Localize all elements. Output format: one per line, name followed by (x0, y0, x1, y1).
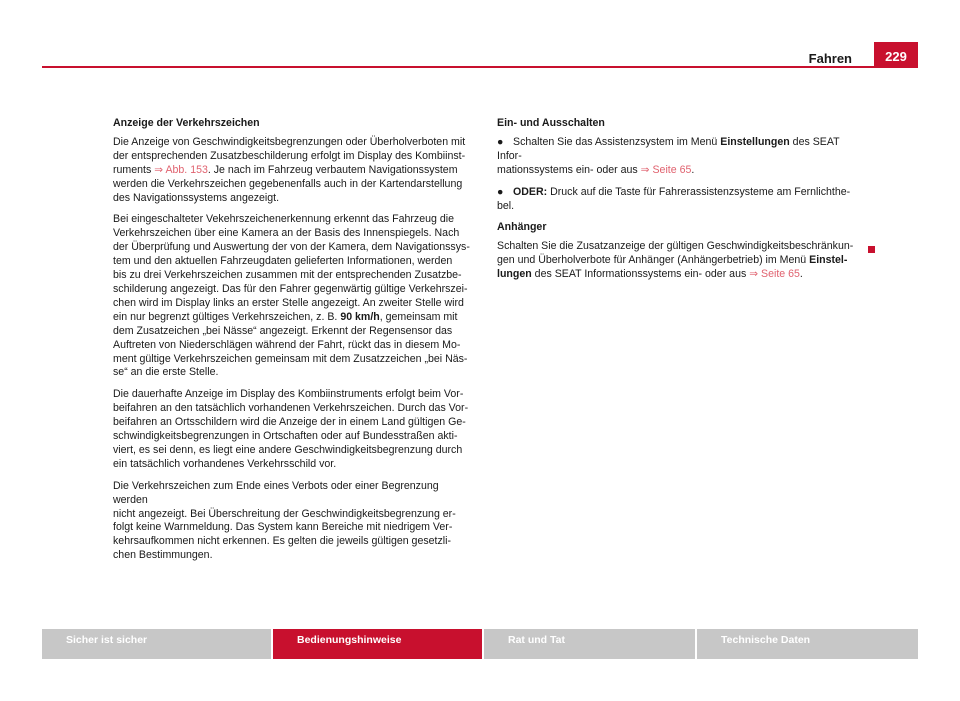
right-column (497, 117, 867, 290)
section-end-marker (868, 246, 875, 253)
text-line: des SEAT Infor- (497, 135, 840, 162)
text-line: ein nur begrenzt gültiges Verkehrszeichen, z. B. (113, 310, 341, 323)
page-reference-link[interactable]: ⇒ Seite 65 (749, 268, 800, 281)
figure-reference-link[interactable]: ⇒ Abb. 153 (154, 163, 208, 176)
text-line: ruments (113, 163, 155, 176)
text-line: werden die Verkehrszeichen gegebenenfalls auch in der Kartendarstellung (113, 177, 463, 190)
menu-name: Einstel- (809, 254, 848, 267)
text-line: kehrsaufkommen nicht erkennen. Es gelten die jeweils gültigen gesetzli- (113, 535, 452, 548)
emphasis-text: ODER: (513, 185, 548, 198)
bullet-item-1 (497, 136, 867, 178)
header-divider (42, 66, 918, 68)
text-line: Schalten Sie das Assistenzsystem im Menü (513, 135, 721, 148)
section-heading: Anzeige der Verkehrszeichen (113, 117, 260, 129)
paragraph-5 (497, 240, 867, 282)
text-line: schwindigkeitsbegrenzungen in Ortschaften oder auf Bundesstraßen akti- (113, 430, 458, 443)
page-number-badge: 229 (874, 42, 918, 67)
text-line: , gemeinsam mit (379, 310, 458, 323)
text-line: der entsprechenden Zusatzbeschilderung erfolgt im Display des Kombiinst- (113, 149, 466, 162)
bullet-item-2 (497, 186, 867, 214)
text-line: schilderung angezeigt. Das für den Fahrer gegenwärtig gültige Verkehrszei- (113, 282, 468, 295)
menu-name: Einstellungen (720, 135, 790, 148)
text-line: folgt keine Warnmeldung. Das System kann Bereiche mit niedrigem Ver- (113, 521, 453, 534)
text-line: Die dauerhafte Anzeige im Display des Kombiinstruments erfolgt beim Vor- (113, 388, 464, 401)
footer-tab-bedienung[interactable]: Bedienungshinweise (273, 629, 482, 659)
text-line: mationssystems ein- oder aus (497, 163, 641, 176)
section-heading: Anhänger (497, 221, 547, 234)
speed-value: 90 km/h (340, 310, 380, 323)
text-line: ein tatsächlich vorhandenes Verkehrsschild vor. (113, 457, 337, 470)
text-line: se“ an die erste Stelle. (113, 366, 219, 379)
paragraph-3 (113, 388, 473, 471)
text-line: ment gültige Verkehrszeichen gemeinsam mit dem Zusatzzeichen „bei Näs- (113, 352, 468, 365)
text-line: beifahren an Ortsschildern wird die Anzeige der in einem Land gültigen Ge- (113, 416, 466, 429)
text-line: bel. (497, 199, 515, 212)
section-heading: Ein- und Ausschalten (497, 117, 605, 129)
footer-tab-rat[interactable]: Rat und Tat (484, 629, 695, 659)
footer-nav (42, 629, 918, 659)
text-line: Die Verkehrszeichen zum Ende eines Verbots oder einer Begrenzung werden (113, 479, 439, 506)
text-line: viert, es sei denn, es liegt eine andere Geschwindigkeitsbegrenzung durch (113, 443, 463, 456)
menu-name: lungen (497, 268, 532, 281)
page-section-title: Fahren (808, 51, 852, 66)
text-line: Die Anzeige von Geschwindigkeitsbegrenzungen oder Überholverboten mit (113, 135, 466, 148)
text-line: Bei eingeschalteter Vekehrszeichenerkennung erkennt das Fahrzeug die (113, 213, 454, 226)
paragraph-1 (113, 136, 473, 206)
footer-tab-sicher[interactable]: Sicher ist sicher (42, 629, 271, 659)
paragraph-2 (113, 213, 473, 380)
text-line: dem Zusatzeichen „bei Nässe“ angezeigt. Erkennt der Regensensor das (113, 324, 453, 337)
text-line: gen und Überholverbote für Anhänger (Anhängerbetrieb) im Menü (497, 254, 810, 267)
bullet-icon: ● (497, 135, 504, 148)
left-column (113, 117, 473, 571)
text-line: Druck auf die Taste für Fahrerassistenzsysteme am Fernlichthe- (547, 185, 851, 198)
text-line: Schalten Sie die Zusatzanzeige der gültigen Geschwindigkeitsbeschränkun- (497, 240, 854, 253)
text-line: Verkehrszeichen über eine Kamera an der Basis des Innenspiegels. Nach (113, 227, 460, 240)
text-line: der Überprüfung und Auswertung der von der Kamera, dem Navigationssys- (113, 241, 470, 254)
page-reference-link[interactable]: ⇒ Seite 65 (640, 163, 692, 176)
text-line: chen wird im Display links an erster Stelle angezeigt. An zweiter Stelle wird (113, 296, 464, 309)
text-line: Auftreten von Niederschlägen während der Fahrt, rückt das in diesem Mo- (113, 338, 461, 351)
text-line: bis zu drei Verkehrszeichen zusammen mit der entsprechenden Zusatzbe- (113, 269, 462, 282)
footer-tab-technik[interactable]: Technische Daten (697, 629, 918, 659)
text-line: des SEAT Informationssystems ein- oder aus (531, 268, 750, 281)
paragraph-4 (113, 480, 473, 563)
text-line: . (691, 163, 695, 176)
text-line: . Je nach im Fahrzeug verbautem Navigationssystem (207, 163, 458, 176)
text-line: beifahren an den tatsächlich vorhandenen Verkehrszeichen. Durch das Vor- (113, 402, 469, 415)
text-line: chen Bestimmungen. (113, 549, 213, 562)
text-line: nicht angezeigt. Bei Überschreitung der Geschwindigkeitsbegrenzung er- (113, 507, 456, 520)
text-line: des Navigationssystems angezeigt. (113, 191, 280, 204)
text-line: tem und den aktuellen Fahrzeugdaten gelieferten Informationen, werden (113, 255, 453, 268)
bullet-icon: ● (497, 185, 504, 198)
text-line: . (799, 268, 803, 281)
